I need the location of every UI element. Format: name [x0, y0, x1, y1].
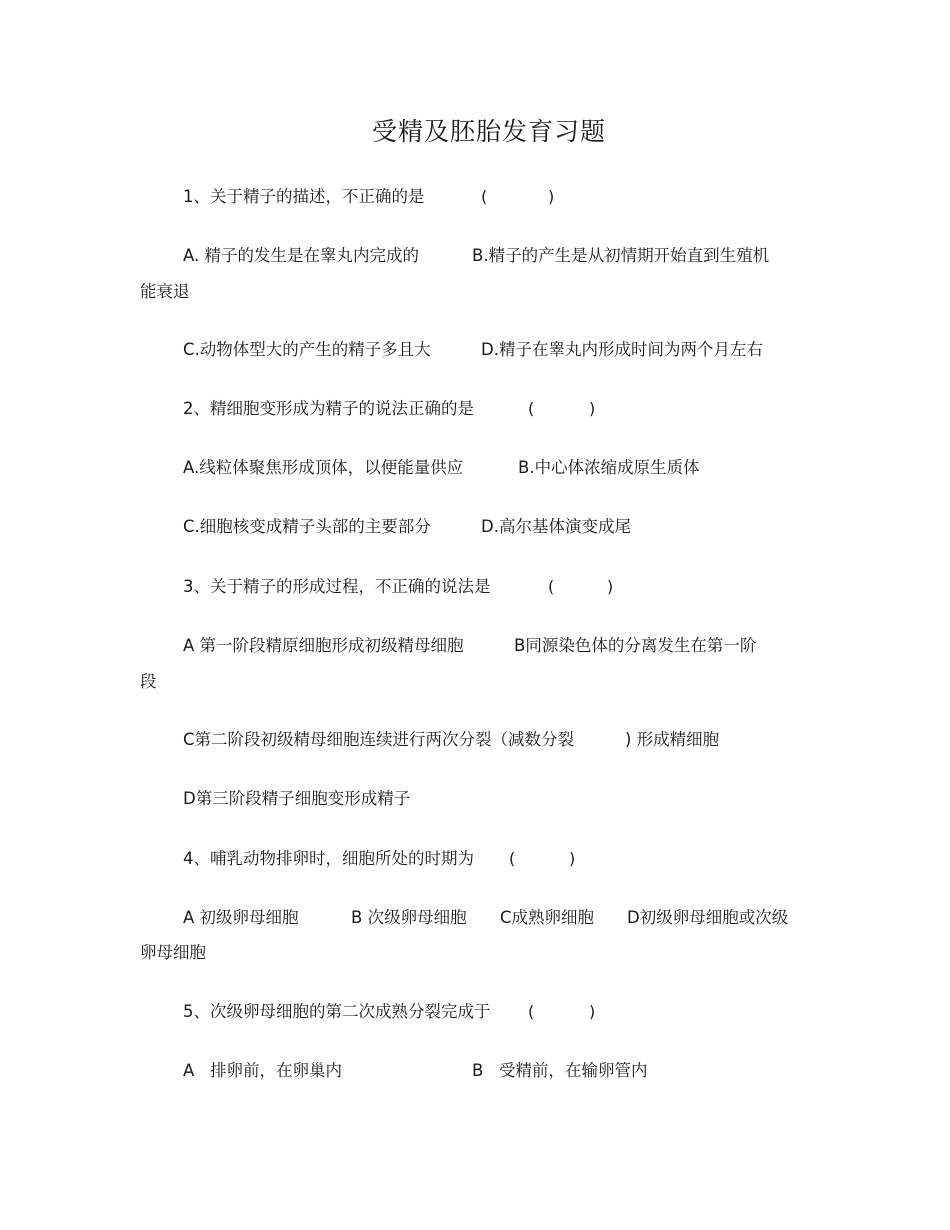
question-3-option-d-line — [0, 788, 950, 810]
question-2-option-a: A.线粒体聚焦形成顶体，以便能量供应 — [183, 458, 464, 477]
question-2-option-d: D.高尔基体演变成尾 — [481, 517, 631, 536]
question-4-option-a: A 初级卵母细胞 — [183, 908, 299, 927]
question-4-option-b: B 次级卵母细胞 — [351, 908, 467, 927]
question-1-close-paren: ) — [548, 187, 555, 206]
question-4-open-paren: ( — [509, 849, 516, 868]
question-4-stem: 4、哺乳动物排卵时，细胞所处的时期为 — [183, 849, 474, 868]
question-3-open-paren: ( — [548, 577, 555, 596]
question-3-option-b-continued — [0, 671, 950, 693]
question-2-options-cd — [0, 516, 950, 538]
question-4-option-c: C成熟卵细胞 — [500, 908, 595, 927]
question-3-close-paren: ) — [607, 577, 614, 596]
question-4-close-paren: ) — [569, 849, 576, 868]
question-3-option-d: D第三阶段精子细胞变形成精子 — [183, 789, 411, 808]
question-1 — [0, 186, 950, 208]
question-3-options-ab — [0, 635, 950, 657]
question-3-option-c: C第二阶段初级精母细胞连续进行两次分裂（减数分裂 — [183, 730, 575, 749]
document-title: 受精及胚胎发育习题 — [371, 117, 606, 146]
question-4-option-d-cont: 卵母细胞 — [140, 943, 206, 962]
question-2-open-paren: ( — [528, 399, 535, 418]
question-3 — [0, 576, 950, 598]
question-5 — [0, 1001, 950, 1023]
question-2-option-c: C.细胞核变成精子头部的主要部分 — [183, 517, 431, 536]
question-1-options-ab — [0, 245, 950, 267]
question-3-option-c-end: ) 形成精细胞 — [625, 730, 720, 749]
question-2-options-ab — [0, 457, 950, 479]
question-4-options — [0, 907, 950, 929]
question-1-option-b: B.精子的产生是从初情期开始直到生殖机 — [472, 246, 770, 265]
question-3-option-b-cont: 段 — [140, 672, 157, 691]
question-4-option-d-continued — [0, 942, 950, 964]
question-1-option-b-cont: 能衰退 — [140, 282, 190, 301]
question-5-close-paren: ) — [589, 1002, 596, 1021]
question-3-stem: 3、关于精子的形成过程，不正确的说法是 — [183, 577, 491, 596]
question-5-open-paren: ( — [528, 1002, 535, 1021]
question-3-option-b: B同源染色体的分离发生在第一阶 — [514, 636, 757, 655]
question-4-option-d: D初级卵母细胞或次级 — [627, 908, 789, 927]
question-1-option-c: C.动物体型大的产生的精子多且大 — [183, 340, 431, 359]
question-5-options — [0, 1060, 950, 1082]
question-5-stem: 5、次级卵母细胞的第二次成熟分裂完成于 — [183, 1002, 491, 1021]
question-1-open-paren: ( — [481, 187, 488, 206]
question-3-option-c-line — [0, 729, 950, 751]
question-2-stem: 2、精细胞变形成为精子的说法正确的是 — [183, 399, 474, 418]
question-5-option-b: B 受精前，在输卵管内 — [472, 1061, 648, 1080]
question-1-option-d: D.精子在睾丸内形成时间为两个月左右 — [481, 340, 763, 359]
question-2 — [0, 398, 950, 420]
question-1-stem: 1、关于精子的描述，不正确的是 — [183, 187, 425, 206]
question-2-option-b: B.中心体浓缩成原生质体 — [518, 458, 700, 477]
question-1-options-cd — [0, 339, 950, 361]
question-1-option-a: A. 精子的发生是在睾丸内完成的 — [183, 246, 419, 265]
question-5-option-a: A 排卵前，在卵巢内 — [183, 1061, 343, 1080]
question-3-option-a: A 第一阶段精原细胞形成初级精母细胞 — [183, 636, 464, 655]
question-1-option-b-continued — [0, 281, 950, 303]
question-2-close-paren: ) — [589, 399, 596, 418]
question-4 — [0, 848, 950, 870]
